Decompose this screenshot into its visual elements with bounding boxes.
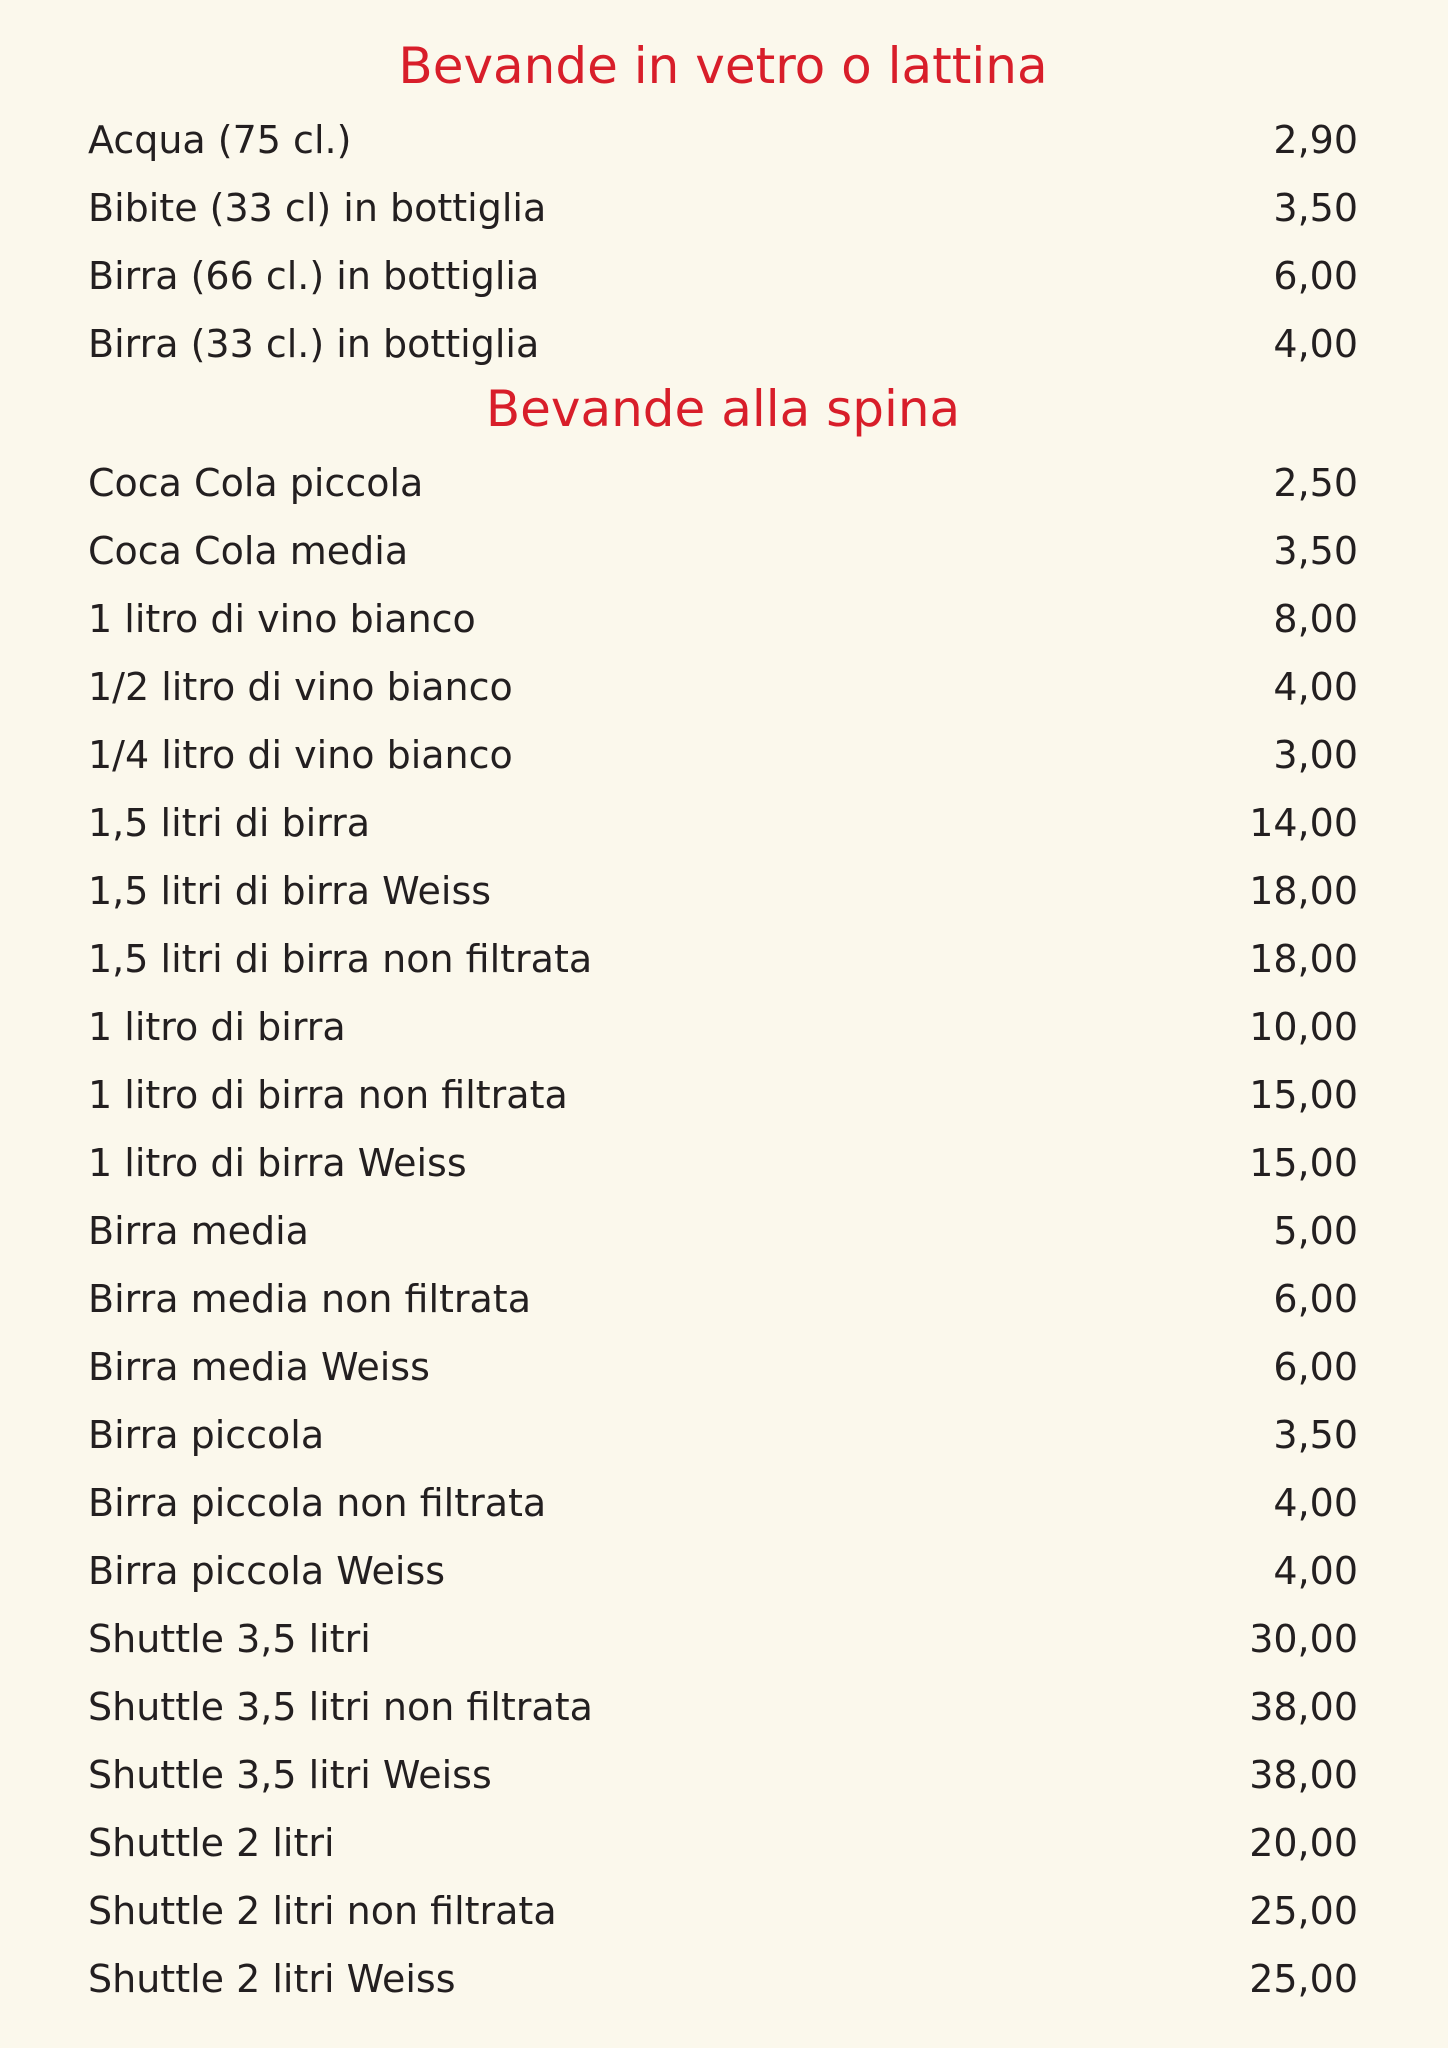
menu-item: [88, 789, 1358, 857]
item-price: 2,50: [1273, 461, 1358, 505]
item-price: 4,00: [1273, 322, 1358, 366]
menu-item: [88, 1197, 1358, 1265]
item-price: 38,00: [1249, 1753, 1358, 1797]
menu-item: [88, 174, 1358, 242]
menu-item: [88, 1877, 1358, 1945]
item-price: 38,00: [1249, 1685, 1358, 1729]
item-name: Birra piccola Weiss: [88, 1549, 446, 1593]
item-price: 10,00: [1249, 1005, 1358, 1049]
menu-item: [88, 1469, 1358, 1537]
menu-item: [88, 310, 1358, 378]
item-price: 3,50: [1273, 529, 1358, 573]
menu-item: [88, 1061, 1358, 1129]
item-name: 1/4 litro di vino bianco: [88, 733, 513, 777]
item-name: Birra piccola non filtrata: [88, 1481, 547, 1525]
menu-item: [88, 1741, 1358, 1809]
item-price: 5,00: [1273, 1209, 1358, 1253]
item-price: 4,00: [1273, 1549, 1358, 1593]
item-name: 1 litro di birra Weiss: [88, 1141, 467, 1185]
item-price: 25,00: [1249, 1957, 1358, 2001]
item-name: Shuttle 2 litri: [88, 1821, 335, 1865]
item-name: Shuttle 3,5 litri non filtrata: [88, 1685, 593, 1729]
item-name: Bibite (33 cl) in bottiglia: [88, 186, 547, 230]
menu-list: [88, 106, 1358, 378]
menu-item: [88, 585, 1358, 653]
menu-item: [88, 653, 1358, 721]
section-bottled-drinks: [88, 26, 1358, 378]
item-price: 8,00: [1273, 597, 1358, 641]
item-name: Birra piccola: [88, 1413, 325, 1457]
menu-item: [88, 106, 1358, 174]
item-price: 6,00: [1273, 1277, 1358, 1321]
item-name: Birra media Weiss: [88, 1345, 430, 1389]
item-name: Shuttle 3,5 litri Weiss: [88, 1753, 492, 1797]
menu-item: [88, 517, 1358, 585]
item-price: 18,00: [1249, 937, 1358, 981]
menu-item: [88, 1401, 1358, 1469]
item-price: 2,90: [1273, 118, 1358, 162]
item-name: 1 litro di vino bianco: [88, 597, 476, 641]
menu-item: [88, 925, 1358, 993]
item-name: 1,5 litri di birra Weiss: [88, 869, 492, 913]
menu-item: [88, 857, 1358, 925]
item-price: 15,00: [1249, 1141, 1358, 1185]
item-name: 1,5 litri di birra: [88, 801, 371, 845]
item-name: Birra media: [88, 1209, 309, 1253]
item-name: Birra media non filtrata: [88, 1277, 531, 1321]
menu-item: [88, 1129, 1358, 1197]
menu-item: [88, 449, 1358, 517]
menu-list: [88, 449, 1358, 2013]
menu-item: [88, 1809, 1358, 1877]
item-price: 3,00: [1273, 733, 1358, 777]
item-name: Coca Cola piccola: [88, 461, 424, 505]
item-name: Shuttle 2 litri Weiss: [88, 1957, 456, 2001]
menu-item: [88, 1945, 1358, 2013]
menu-item: [88, 1605, 1358, 1673]
item-name: 1 litro di birra non filtrata: [88, 1073, 568, 1117]
menu-item: [88, 1333, 1358, 1401]
item-price: 25,00: [1249, 1889, 1358, 1933]
item-price: 18,00: [1249, 869, 1358, 913]
menu-item: [88, 1265, 1358, 1333]
item-price: 15,00: [1249, 1073, 1358, 1117]
item-name: Shuttle 2 litri non filtrata: [88, 1889, 557, 1933]
item-name: Shuttle 3,5 litri: [88, 1617, 371, 1661]
item-name: Birra (33 cl.) in bottiglia: [88, 322, 540, 366]
item-name: 1 litro di birra: [88, 1005, 346, 1049]
item-price: 20,00: [1249, 1821, 1358, 1865]
menu-item: [88, 1673, 1358, 1741]
item-name: Coca Cola media: [88, 529, 409, 573]
item-price: 4,00: [1273, 1481, 1358, 1525]
item-price: 14,00: [1249, 801, 1358, 845]
item-price: 6,00: [1273, 1345, 1358, 1389]
item-price: 3,50: [1273, 186, 1358, 230]
menu-item: [88, 993, 1358, 1061]
item-name: 1,5 litri di birra non filtrata: [88, 937, 593, 981]
section-title: Bevande in vetro o lattina: [398, 37, 1048, 95]
item-name: Birra (66 cl.) in bottiglia: [88, 254, 540, 298]
item-name: 1/2 litro di vino bianco: [88, 665, 513, 709]
item-price: 4,00: [1273, 665, 1358, 709]
item-name: Acqua (75 cl.): [88, 118, 352, 162]
item-price: 6,00: [1273, 254, 1358, 298]
menu-item: [88, 721, 1358, 789]
item-price: 30,00: [1249, 1617, 1358, 1661]
section-title: Bevande alla spina: [485, 380, 961, 438]
section-draft-drinks: [88, 369, 1358, 2013]
menu-item: [88, 242, 1358, 310]
item-price: 3,50: [1273, 1413, 1358, 1457]
menu-item: [88, 1537, 1358, 1605]
